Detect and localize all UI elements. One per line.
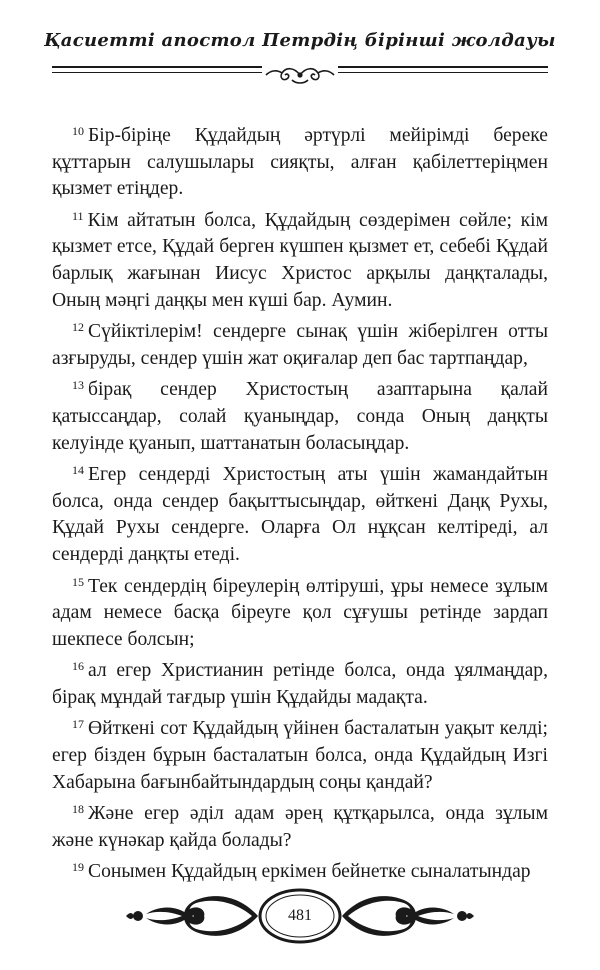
- verse-number: 19: [72, 860, 84, 875]
- verse-text: бірақ сендер Христостың азаптарына қалай қатыссаңдар, солай қуаныңдар, сонда Оның даңқты келуінде қуанып, шаттанатын боласыңдар.: [52, 379, 548, 454]
- verse-11: [52, 203, 548, 314]
- verse-number: 10: [72, 124, 84, 138]
- verse-number: 13: [72, 378, 84, 393]
- verse-12: [52, 314, 548, 372]
- verse-text: ал егер Христианин ретінде болса, онда ұялмаңдар, бірақ мұндай тағдыр үшін Құдайды мадақта.: [52, 660, 548, 708]
- verse-text: Және егер әділ адам әрең құтқарылса, онда зұлым және күнәкар қайда болады?: [52, 803, 548, 851]
- verse-text: Сүйіктілерім! сендерге сынақ үшін жіберілген отты азғыруды, сендер үшін жат оқиғалар деп бас тартпаңдар,: [52, 321, 548, 369]
- verse-text: Бір-біріңе Құдайдың әртүрлі мейірімді береке құттарын салушылары сияқты, алған қабілеттеріңмен қызмет етіңдер.: [52, 125, 548, 200]
- verse-16: [52, 653, 548, 711]
- page-header-title: Қасиетті апостол Петрдің бірінші жолдауы: [44, 30, 556, 51]
- verse-14: [52, 457, 548, 568]
- verse-text: Егер сендерді Христостың аты үшін жамандайтын болса, онда сендер бақыттысыңдар, өйткені Даңқ Рухы, Құдай Рухы сендерге. Оларға Ол нұқсан келтіреді, ал сендерді даңқты етеді.: [52, 464, 548, 565]
- verse-number: 12: [72, 320, 84, 335]
- verse-19: [52, 854, 548, 886]
- verse-text: Өйткені сот Құдайдың үйінен басталатын уақыт келді; егер бізден бұрын басталатын болса, онда Құдайдың Изгі Хабарына бағынбайтындардың соңы қандай?: [52, 718, 548, 793]
- verse-number: 18: [72, 802, 84, 817]
- verse-text: Кім айтатын болса, Құдайдың сөздерімен сөйле; кім қызмет етсе, Құдай берген күшпен қызмет ет, себебі Құдай барлық жағынан Иисус Христос арқылы даңқталады, Оның мәңгі даңқы мен күші бар. Аумин.: [52, 209, 548, 311]
- verse-number: 16: [72, 659, 84, 674]
- verse-number: 17: [72, 717, 84, 732]
- verse-number: 14: [72, 463, 84, 478]
- page-number: 481: [288, 907, 312, 924]
- verse-10: [52, 118, 548, 203]
- verse-17: [52, 711, 548, 796]
- verse-13: [52, 372, 548, 457]
- verse-text: Сонымен Құдайдың еркімен бейнетке сыналатындар: [88, 861, 531, 883]
- verse-text: Тек сендердің біреулерің өлтіруші, ұры немесе зұлым адам немесе басқа біреуге қол сұғушы ретінде зардап шекпесе болсын;: [52, 575, 548, 650]
- verse-number: 11: [72, 208, 84, 223]
- header-flourish-icon: [262, 63, 338, 87]
- verse-15: [52, 569, 548, 654]
- verse-list: [52, 118, 548, 886]
- verse-number: 15: [72, 574, 84, 589]
- verse-18: [52, 796, 548, 854]
